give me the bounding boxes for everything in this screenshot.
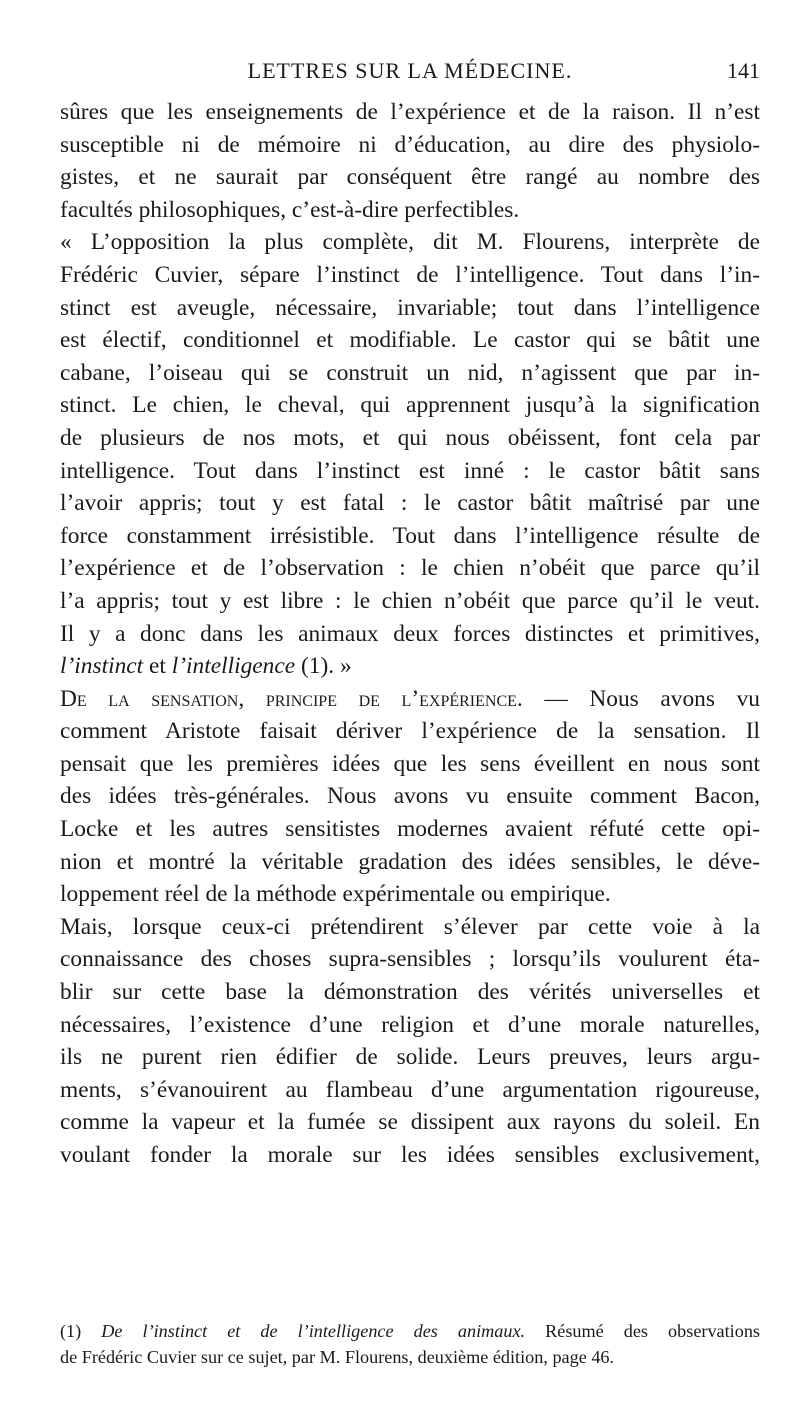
- text-line: intelligence. Tout dans l’instinct est inné : le castor bâtit sans: [60, 457, 760, 484]
- text-line: voulant fonder la morale sur les idées sensibles exclusivement,: [60, 1142, 760, 1168]
- text-line: loppement réel de la méthode expérimentale ou empirique.: [60, 881, 611, 908]
- main-text: [60, 96, 760, 1172]
- text-line: facultés philosophiques, c’est-à-dire perfectibles.: [60, 196, 520, 223]
- text-line: l’avoir appris; tout y est fatal : le castor bâtit maîtrisé par une: [60, 490, 760, 517]
- footnote-title: De l’instinct et de l’intelligence des animaux.: [101, 1321, 526, 1341]
- text-line: Frédéric Cuvier, sépare l’instinct de l’intelligence. Tout dans l’in-: [60, 261, 760, 288]
- text-line: l’expérience et de l’observation : le chien n’obéit que parce qu’il: [60, 555, 760, 582]
- text-line: l’a appris; tout y est libre : le chien n’obéit que parce qu’il le veut.: [60, 587, 760, 614]
- text-line: stinct est aveugle, nécessaire, invariable; tout dans l’intelligence: [60, 294, 760, 321]
- text-line: Locke et les autres sensitistes modernes avaient réfuté cette opi-: [60, 816, 760, 843]
- conjunction: et: [143, 653, 172, 680]
- text-line: Mais, lorsque ceux-ci prétendirent s’élever par cette voie à la: [60, 913, 760, 940]
- text-line: « L’opposition la plus complète, dit M. Flourens, interprète de: [60, 229, 760, 256]
- text-line: est électif, conditionnel et modifiable. Le castor qui se bâtit une: [60, 327, 760, 354]
- text-line: stinct. Le chien, le cheval, qui apprennent jusqu’à la signification: [60, 392, 760, 419]
- text-line: sûres que les enseignements de l’expérience et de la raison. Il n’est: [60, 99, 760, 125]
- section-text: — Nous avons vu: [522, 685, 760, 712]
- text-line: comment Aristote faisait dériver l’expérience de la sensation. Il: [60, 718, 760, 745]
- footnote-marker: (1): [60, 1321, 102, 1341]
- text-line: Il y a donc dans les animaux deux forces distinctes et primitives,: [60, 620, 760, 647]
- instinct-term: l’instinct: [60, 653, 144, 680]
- text-line: blir sur cette base la démonstration des vérités universelles et: [60, 979, 760, 1006]
- text-line: gistes, et ne saurait par conséquent être rangé au nombre des: [60, 164, 760, 191]
- text-line: connaissance des choses supra-sensibles ; lorsqu’ils voulurent éta-: [60, 946, 760, 973]
- footnote-text: Résumé des observations: [525, 1321, 760, 1341]
- footnote-reference: (1). »: [295, 653, 352, 680]
- text-line: nion et montré la véritable gradation des idées sensibles, le déve-: [60, 848, 760, 875]
- text-line: ments, s’évanouirent au flambeau d’une argumentation rigoureuse,: [60, 1076, 760, 1103]
- section-heading-line: [60, 683, 760, 716]
- text-line: de plusieurs de nos mots, et qui nous obéissent, font cela par: [60, 424, 760, 451]
- text-line: [60, 650, 760, 683]
- text-line: susceptible ni de mémoire ni d’éducation, au dire des physiolo-: [60, 131, 760, 158]
- text-line: comme la vapeur et la fumée se dissipent aux rayons du soleil. En: [60, 1109, 760, 1136]
- running-title: LETTRES SUR LA MÉDECINE.: [247, 58, 573, 83]
- footnote-line: de Frédéric Cuvier sur ce sujet, par M. Flourens, deuxième édition, page 46.: [60, 1347, 615, 1367]
- page-header: [60, 58, 760, 88]
- text-line: ils ne purent rien édifier de solide. Leurs preuves, leurs argu-: [60, 1044, 760, 1071]
- intelligence-term: l’intelligence: [171, 653, 296, 680]
- text-line: des idées très-générales. Nous avons vu ensuite comment Bacon,: [60, 783, 760, 810]
- text-line: pensait que les premières idées que les sens éveillent en nous sont: [60, 750, 760, 777]
- text-line: nécessaires, l’existence d’une religion et d’une morale naturelles,: [60, 1011, 760, 1038]
- footnote-line: [60, 1318, 760, 1344]
- section-heading: De la sensation, principe de l’expérience.: [60, 685, 523, 712]
- text-line: cabane, l’oiseau qui se construit un nid, n’agissent que par in-: [60, 359, 760, 386]
- footnotes: [60, 1318, 760, 1370]
- page-number: 141: [727, 58, 760, 83]
- text-line: force constamment irrésistible. Tout dans l’intelligence résulte de: [60, 522, 760, 549]
